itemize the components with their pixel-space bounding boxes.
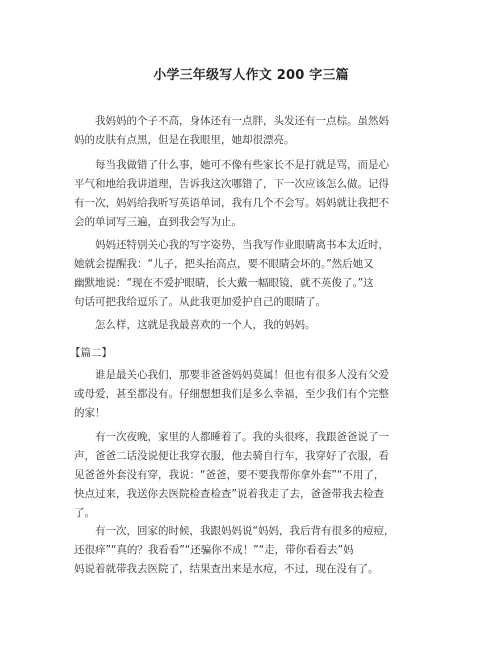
- text-line: 她就会提醒我：“儿子，把头抬高点，要不眼睛会坏的。”然后她又: [74, 258, 374, 270]
- paragraph-3: [74, 236, 434, 312]
- text-line: 妈说着就带我去医院了，结果查出来是水痘，不过，现在没有了。: [74, 563, 379, 575]
- paragraph-7: [74, 522, 434, 579]
- text-line: 我妈妈的个子不高，身体还有一点胖，头发还有一点棕。虽然妈: [95, 115, 389, 127]
- paragraph-2: [74, 156, 434, 232]
- text-line: 妈妈还特别关心我的写字姿势，当我写作业眼睛离书本太近时，: [95, 239, 389, 251]
- section-heading: 【篇二】: [70, 347, 112, 359]
- text-line: 妈的皮肤有点黑，但是在我眼里，她却很漂亮。: [74, 134, 295, 146]
- text-line: 幽默地说：“现在不爱护眼睛，长大戴一幅眼镜，就不英俊了。”这: [74, 277, 374, 289]
- text-line: 句话可把我给逗乐了。从此我更加爱护自己的眼睛了。: [74, 296, 326, 308]
- text-line: 平气和地给我讲道理，告诉我这次哪错了，下一次应该怎么做。记得: [74, 178, 389, 190]
- text-line: 谁是最关心我们，那要非爸爸妈妈莫属！但也有很多人没有父爱: [95, 369, 389, 381]
- paragraph-5: [74, 366, 434, 423]
- text-line: 了。: [74, 507, 95, 519]
- text-line: 声，爸爸二话没说便让我穿衣服，他去骑自行车，我穿好了衣服，看: [74, 450, 389, 462]
- text-line: 每当我做错了什么事，她可不像有些家长不是打就是骂，而是心: [95, 159, 389, 171]
- text-line: 怎么样，这就是我最喜欢的一个人，我的妈妈。: [95, 319, 316, 331]
- text-line: 的家！: [74, 407, 106, 419]
- text-line: 有一次，回家的时候，我跟妈妈说“妈妈，我后背有很多的痘痘，: [95, 525, 395, 537]
- text-line: 快点过来，我送你去医院检查检查”说着我走了去，爸爸带我去检查: [74, 488, 384, 500]
- paragraph-6: [74, 428, 434, 523]
- paragraph-1: [74, 112, 434, 150]
- text-line: 还很痒”“真的？我看看”“还骗你不成！”“走，带你看看去”妈: [74, 544, 354, 556]
- text-line: 有一次夜晚，家里的人都睡着了。我的头很疼，我跟爸爸说了一: [95, 431, 389, 443]
- text-line: 会的单词写三遍，直到我会写为止。: [74, 216, 242, 228]
- text-line: 有一次，妈妈给我听写英语单词，我有几个不会写。妈妈就让我把不: [74, 197, 389, 209]
- page-title: 小学三年级写人作文 200 字三篇: [153, 68, 349, 83]
- text-line: 见爸爸外套没有穿，我说：“爸爸，要不要我帮你拿外套”“不用了，: [74, 469, 385, 481]
- paragraph-4: [74, 316, 434, 335]
- text-line: 或母爱，甚至都没有。仔细想想我们是多么幸福，至少我们有个完整: [74, 388, 389, 400]
